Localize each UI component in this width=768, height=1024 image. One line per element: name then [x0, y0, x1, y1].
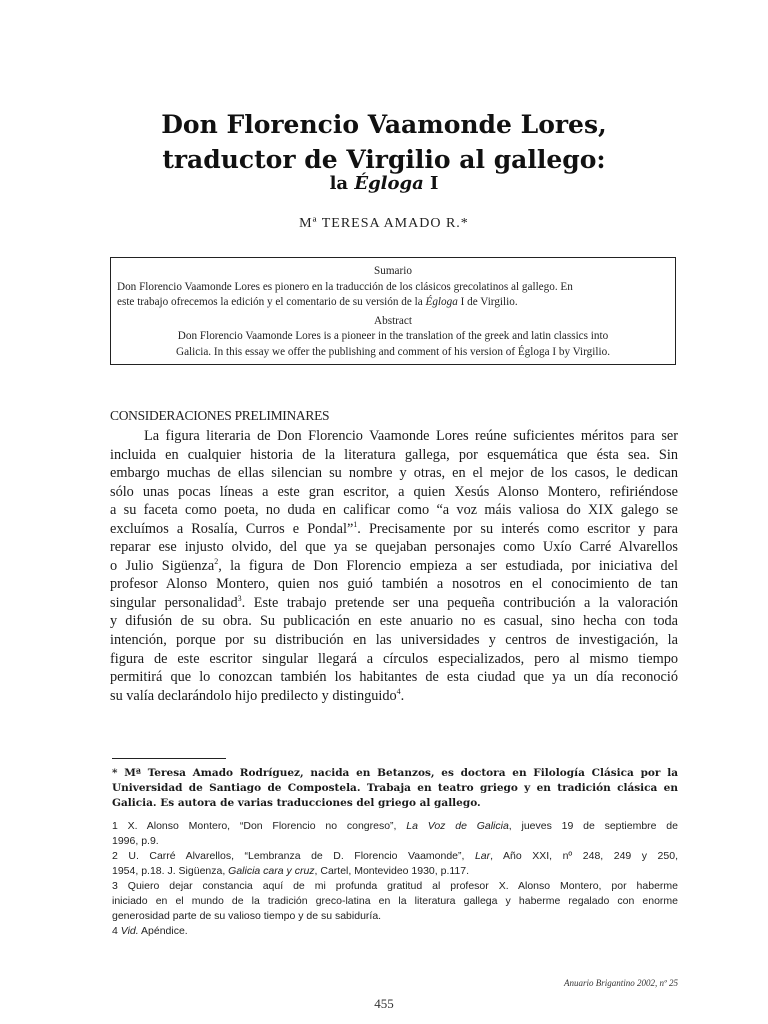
footnote-3 [112, 879, 678, 924]
footnote-line: iniciado en el mundo de la tradición greco-latina en la literatura gallega y haberme regalado con enorme [112, 895, 678, 907]
body-line: reparar ese injusto olvido, del que ya se quejaban personajes como Uxío Carré Alvarellos [110, 539, 678, 556]
body-paragraph [110, 427, 678, 705]
sumario-line-1: Don Florencio Vaamonde Lores es pionero en la traducción de los clásicos grecolatinos al gallego. En [117, 280, 573, 293]
body-text: . [400, 687, 405, 704]
abstract-line-2: Galicia. In this essay we offer the publishing and comment of his version of Égloga I by Virgilio. [175, 345, 610, 358]
body-text: . Este trabajo pretende ser una pequeña contribución a la valoración [241, 594, 678, 611]
body-text: . Precisamente por su interés como escritor y para [357, 520, 678, 537]
page-number: 455 [374, 996, 394, 1011]
subtitle-suffix: I [423, 173, 439, 194]
sumario-text-end: I de Virgilio. [457, 296, 518, 308]
footnote-separator [112, 758, 226, 759]
sumario-work: Égloga [425, 296, 458, 308]
subtitle-prefix: la [329, 173, 355, 194]
body-line: y difusión de su obra. Su publicación en este anuario no es casual, sino hecha con toda [110, 613, 678, 630]
body-line: figura de este escritor singular llegará a círculos especializados, pero al mismo tiempo [110, 650, 678, 667]
footnote-4 [112, 924, 678, 939]
footnote-line [112, 924, 678, 939]
body-text: o Julio Sigüenza [110, 557, 215, 574]
abstract-heading: Abstract [374, 314, 412, 327]
sumario-line-2 [117, 295, 669, 311]
sumario-heading: Sumario [374, 265, 412, 277]
body-line [110, 594, 678, 613]
body-line [110, 520, 678, 539]
body-line: incluida en cualquier historia de la literatura gallega, por esquemática que ésta sea. Sin [110, 446, 678, 463]
footnote-ref[interactable]: 4 [396, 686, 401, 696]
footnote-italic: Galicia cara y cruz [228, 865, 315, 877]
footnote-line: generosidad parte de su valioso tiempo y de su sabiduría. [112, 910, 382, 922]
author-footnote-line: Universidad de Santiago de Compostela. Trabaja en teatro griego y en tradición clásica en [112, 782, 678, 794]
body-line: intención, porque por su distribución en las universidades y centros de investigación, la [110, 632, 678, 649]
footnote-text: , Cartel, Montevideo 1930, p.117. [314, 865, 470, 877]
subtitle-work: Égloga [354, 173, 424, 194]
footnote-line: 1996, p.9. [112, 835, 159, 847]
body-line: permitirá que lo conozcan también los habitantes de esta ciudad que ya un día reconoció [110, 669, 678, 686]
footnote-line: 3 Quiero dejar constancia aquí de mi profunda gratitud al profesor X. Alonso Montero, por haberme [112, 880, 678, 892]
footnote-ref[interactable]: 3 [237, 594, 242, 604]
footnote-italic: Lar [474, 850, 491, 862]
footnote-line [112, 819, 678, 834]
footnote-ref[interactable]: 2 [214, 557, 219, 567]
body-text: excluímos a Rosalía, Curros e Pondal” [110, 520, 354, 537]
footnote-1 [112, 819, 678, 849]
body-line: a su faceta como poeta, no duda en calificar como “a voz máis valiosa do XIX galego se [110, 502, 678, 519]
footnote-text: 2 U. Carré Alvarellos, “Lembranza de D. Florencio Vaamonde”, [112, 850, 475, 862]
footnote-2 [112, 849, 678, 879]
footnote-line [112, 849, 678, 864]
footnote-text: , jueves 19 de septiembre de [508, 820, 678, 832]
footnote-text: Apéndice. [138, 925, 188, 937]
journal-citation: Anuario Brigantino 2002, nº 25 [563, 978, 678, 988]
footnote-text: 1954, p.18. J. Sigüenza, [112, 865, 229, 877]
body-text: singular personalidad [110, 594, 238, 611]
author-footnote-line: Galicia. Es autora de varias traducciones del griego al gallego. [112, 797, 481, 809]
title-line-1: Don Florencio Vaamonde Lores, [161, 110, 607, 139]
footnote-text: 1 X. Alonso Montero, “Don Florencio no congreso”, [112, 820, 407, 832]
footnote-text: 4 [112, 925, 121, 937]
body-text: su valía declarándolo hijo predilecto y distinguido [110, 687, 397, 704]
footnote-italic: La Voz de Galicia [406, 820, 509, 832]
footnote-italic: Vid. [120, 925, 139, 937]
body-line: sólo unas pocas líneas a este gran escritor, a quien Xesús Alonso Montero, refiriéndose [110, 483, 678, 500]
abstract-box [110, 257, 676, 365]
author-footnote [112, 766, 678, 811]
subtitle [0, 172, 768, 196]
body-line [110, 557, 678, 576]
author-line: Mª TERESA AMADO R.* [299, 216, 469, 231]
sumario-text: este trabajo ofrecemos la edición y el comentario de su versión de la [117, 296, 426, 308]
footnote-text: , Año XXI, nº 248, 249 y 250, [490, 850, 678, 862]
section-heading: CONSIDERACIONES PRELIMINARES [110, 408, 330, 423]
body-text: , la figura de Don Florencio empieza a ser estudiada, por iniciativa del [218, 557, 678, 574]
footnote-line [112, 864, 678, 879]
footnote-ref[interactable]: 1 [353, 519, 358, 529]
body-line: La figura literaria de Don Florencio Vaamonde Lores reúne suficientes méritos para ser [144, 428, 678, 444]
author-footnote-line: * Mª Teresa Amado Rodríguez, nacida en Betanzos, es doctora en Filología Clásica por la [112, 767, 678, 779]
title-line-2: traductor de Virgilio al gallego: [162, 145, 606, 174]
body-line: profesor Alonso Montero, quien nos guió también a nosotros en el conocimiento de tan [110, 576, 678, 593]
body-line: embargo muchas de ellas silencian su nombre y otras, en el mejor de los casos, le dedican [110, 465, 678, 482]
body-line [110, 687, 678, 706]
abstract-line-1: Don Florencio Vaamonde Lores is a pioneer in the translation of the greek and latin classics into [177, 330, 609, 342]
